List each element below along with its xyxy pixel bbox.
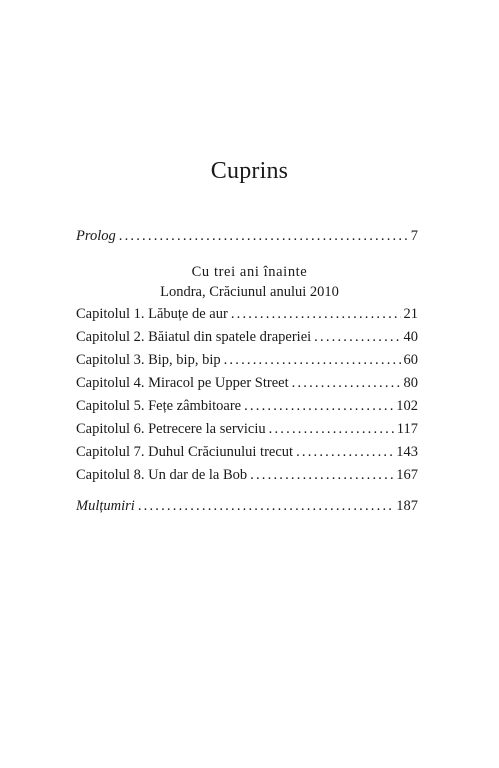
dot-leader: [292, 374, 401, 392]
toc-entry-chapter-6: [76, 420, 418, 438]
toc-entry-label: Capitolul 1. Lăbuțe de aur: [76, 306, 228, 322]
toc-entry-page: 40: [403, 329, 418, 345]
toc-entry-label: Capitolul 4. Miracol pe Upper Street: [76, 375, 289, 391]
toc-entry-acknowledgements: [76, 497, 418, 515]
toc-entry-chapter-1: [76, 305, 418, 323]
page-title: Cuprins: [210, 158, 289, 184]
toc-entry-page: 60: [403, 352, 418, 368]
dot-leader: [250, 466, 393, 484]
toc-entry-chapter-3: [76, 351, 418, 369]
toc-entry-page: 7: [410, 228, 418, 244]
toc-entry-label: Capitolul 6. Petrecere la serviciu: [76, 421, 266, 437]
part-heading-line2: Londra, Crăciunul anului 2010: [160, 284, 339, 300]
toc-entry-page: 80: [403, 375, 418, 391]
toc-entry-page: 117: [396, 421, 418, 437]
toc-entry-page: 187: [396, 498, 418, 514]
dot-leader: [269, 420, 394, 438]
toc-entry-prolog: [76, 227, 418, 245]
toc-entry-label: Prolog: [76, 228, 116, 244]
toc-entry-page: 143: [396, 444, 418, 460]
dot-leader: [314, 328, 400, 346]
toc-entry-chapter-7: [76, 443, 418, 461]
toc-entry-page: 21: [403, 306, 418, 322]
dot-leader: [244, 397, 393, 415]
toc-entry-chapter-8: [76, 466, 418, 484]
toc-entry-page: 102: [396, 398, 418, 414]
toc-entry-page: 167: [396, 467, 418, 483]
dot-leader: [224, 351, 401, 369]
part-heading-line1: Cu trei ani înainte: [191, 264, 308, 280]
toc-entry-label: Capitolul 5. Fețe zâmbitoare: [76, 398, 242, 414]
toc-entry-label: Capitolul 7. Duhul Crăciunului trecut: [76, 444, 294, 460]
toc-entry-chapter-5: [76, 397, 418, 415]
toc-entry-label: Capitolul 3. Bip, bip, bip: [76, 352, 221, 368]
toc-entry-label: Mulțumiri: [76, 498, 135, 514]
toc-entry-label: Capitolul 2. Băiatul din spatele draperiei: [76, 329, 312, 345]
dot-leader: [138, 497, 393, 515]
toc-entry-chapter-2: [76, 328, 418, 346]
toc-entry-label: Capitolul 8. Un dar de la Bob: [76, 467, 248, 483]
toc-entry-chapter-4: [76, 374, 418, 392]
dot-leader: [231, 305, 401, 323]
dot-leader: [296, 443, 393, 461]
dot-leader: [119, 227, 408, 245]
